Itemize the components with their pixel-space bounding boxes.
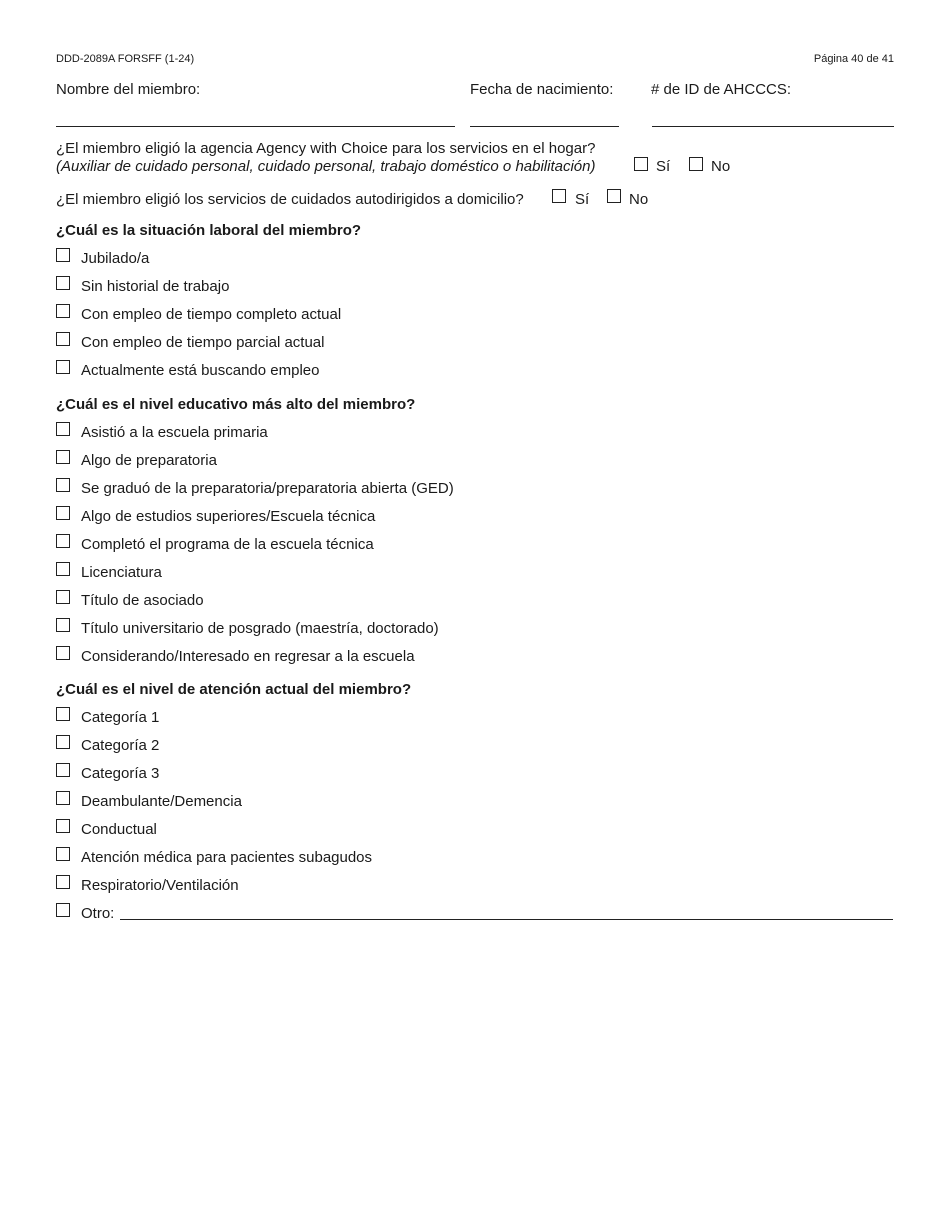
form-id: DDD-2089A FORSFF (1-24) xyxy=(56,53,195,65)
option-label: Licenciatura xyxy=(81,564,162,581)
other-label: Otro: xyxy=(81,905,115,922)
option-label: Actualmente está buscando empleo xyxy=(81,362,320,379)
checkbox[interactable] xyxy=(56,903,70,917)
ahcccs-id-field[interactable] xyxy=(652,126,894,127)
agency-yes-checkbox[interactable] xyxy=(634,157,648,171)
option-label: Algo de preparatoria xyxy=(81,452,217,469)
agency-no-checkbox[interactable] xyxy=(689,157,703,171)
option-label: Con empleo de tiempo parcial actual xyxy=(81,334,325,351)
option-label: Completó el programa de la escuela técnica xyxy=(81,536,374,553)
member-name-field[interactable] xyxy=(56,126,455,127)
checkbox[interactable] xyxy=(56,360,70,374)
option-label: Título universitario de posgrado (maestría, doctorado) xyxy=(81,620,439,637)
option-label: Respiratorio/Ventilación xyxy=(81,877,239,894)
education-title: ¿Cuál es el nivel educativo más alto del miembro? xyxy=(56,396,416,413)
option-label: Conductual xyxy=(81,821,157,838)
dob-field[interactable] xyxy=(470,126,619,127)
self-directed-yes-checkbox[interactable] xyxy=(552,189,566,203)
self-directed-no-label: No xyxy=(629,191,649,208)
dob-label: Fecha de nacimiento: xyxy=(470,81,614,98)
option-label: Con empleo de tiempo completo actual xyxy=(81,306,342,323)
self-directed-question: ¿El miembro eligió los servicios de cuidados autodirigidos a domicilio? xyxy=(56,191,524,208)
checkbox[interactable] xyxy=(56,847,70,861)
option-label: Título de asociado xyxy=(81,592,204,609)
checkbox[interactable] xyxy=(56,590,70,604)
other-text-field[interactable] xyxy=(120,919,893,920)
self-directed-no-checkbox[interactable] xyxy=(607,189,621,203)
checkbox[interactable] xyxy=(56,791,70,805)
option-label: Asistió a la escuela primaria xyxy=(81,424,268,441)
option-label: Jubilado/a xyxy=(81,250,150,267)
option-label: Categoría 1 xyxy=(81,709,160,726)
checkbox[interactable] xyxy=(56,763,70,777)
option-label: Atención médica para pacientes subagudos xyxy=(81,849,373,866)
checkbox[interactable] xyxy=(56,534,70,548)
checkbox[interactable] xyxy=(56,875,70,889)
agency-no-label: No xyxy=(711,158,731,175)
page-number: Página 40 de 41 xyxy=(813,53,894,65)
option-label: Se graduó de la preparatoria/preparatoria abierta (GED) xyxy=(81,480,454,497)
checkbox[interactable] xyxy=(56,248,70,262)
self-directed-yes-label: Sí xyxy=(575,191,590,208)
agency-yes-label: Sí xyxy=(656,158,671,175)
option-label: Categoría 2 xyxy=(81,737,160,754)
option-label: Sin historial de trabajo xyxy=(81,278,230,295)
agency-question: ¿El miembro eligió la agencia Agency with Choice para los servicios en el hogar? xyxy=(56,140,596,157)
agency-question-note: (Auxiliar de cuidado personal, cuidado personal, trabajo doméstico o habilitación) xyxy=(56,158,596,175)
checkbox[interactable] xyxy=(56,478,70,492)
checkbox[interactable] xyxy=(56,707,70,721)
checkbox[interactable] xyxy=(56,562,70,576)
checkbox[interactable] xyxy=(56,735,70,749)
employment-title: ¿Cuál es la situación laboral del miembro? xyxy=(56,222,362,239)
option-label: Algo de estudios superiores/Escuela técnica xyxy=(81,508,376,525)
checkbox[interactable] xyxy=(56,450,70,464)
checkbox[interactable] xyxy=(56,646,70,660)
checkbox[interactable] xyxy=(56,618,70,632)
option-label: Categoría 3 xyxy=(81,765,160,782)
option-label: Deambulante/Demencia xyxy=(81,793,242,810)
ahcccs-id-label: # de ID de AHCCCS: xyxy=(651,81,792,98)
care-level-title: ¿Cuál es el nivel de atención actual del miembro? xyxy=(56,681,412,698)
member-name-label: Nombre del miembro: xyxy=(56,81,201,98)
checkbox[interactable] xyxy=(56,819,70,833)
checkbox[interactable] xyxy=(56,332,70,346)
option-label: Considerando/Interesado en regresar a la escuela xyxy=(81,648,415,665)
checkbox[interactable] xyxy=(56,304,70,318)
checkbox[interactable] xyxy=(56,276,70,290)
checkbox[interactable] xyxy=(56,422,70,436)
checkbox[interactable] xyxy=(56,506,70,520)
